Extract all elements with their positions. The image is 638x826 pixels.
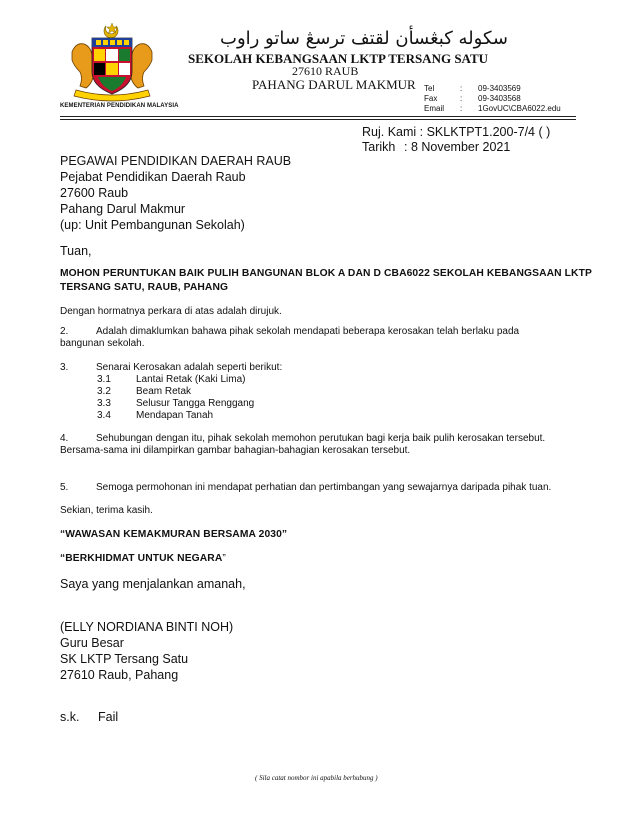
damage-item-text: Selusur Tangga Renggang (136, 398, 255, 409)
date-label: Tarikh (362, 140, 396, 154)
paragraph-number: 2. (60, 326, 69, 337)
header-divider (60, 119, 576, 120)
letter-date (362, 140, 510, 154)
contact-label: Email (424, 104, 445, 113)
contact-separator: : (460, 94, 463, 103)
damage-item-number: 3.2 (97, 386, 111, 397)
signatory-line: Guru Besar (60, 636, 124, 650)
paragraph-number: 5. (60, 482, 69, 493)
school-postcode-town: 27610 RAUB (292, 64, 359, 78)
damage-item-number: 3.4 (97, 410, 111, 421)
closing-line: Sekian, terima kasih. (60, 505, 153, 516)
subject-line: MOHON PERUNTUKAN BAIK PULIH BANGUNAN BLOK A DAN D CBA6022 SEKOLAH KEBANGSAAN LKTP (60, 268, 592, 279)
contact-email (424, 104, 561, 113)
contact-separator: : (460, 104, 463, 113)
recipient-line: (up: Unit Pembangunan Sekolah) (60, 218, 245, 232)
paragraph-text: Sehubungan dengan itu, pihak sekolah memohon perutukan bagi kerja baik pulih kerosakan tersebut. (96, 433, 546, 444)
copy-to-label: s.k. (60, 710, 80, 724)
ministry-caption: KEMENTERIAN PENDIDIKAN MALAYSIA (60, 103, 179, 109)
contact-label: Fax (424, 94, 438, 103)
signatory-line: SK LKTP Tersang Satu (60, 652, 189, 666)
motto-berkhidmat (60, 553, 226, 564)
damage-item-text: Lantai Retak (Kaki Lima) (136, 374, 246, 385)
paragraph-2 (60, 326, 519, 337)
contact-label: Tel (424, 84, 435, 93)
damage-item-text: Beam Retak (136, 386, 192, 397)
damage-item-number: 3.3 (97, 398, 111, 409)
contact-phone (424, 84, 521, 93)
paragraph-4 (60, 433, 545, 444)
malaysia-coat-of-arms-logo (66, 22, 158, 102)
paragraph-text: Adalah dimaklumkan bahawa pihak sekolah mendapati beberapa kerosakan telah berlaku pada (96, 326, 520, 337)
motto-wawasan: “WAWASAN KEMAKMURAN BERSAMA 2030” (60, 529, 288, 540)
recipient-line: Pahang Darul Makmur (60, 202, 186, 216)
contact-value: 1GovUC\CBA6022.edu (478, 104, 561, 113)
header-divider (60, 116, 576, 117)
recipient-line: Pejabat Pendidikan Daerah Raub (60, 170, 246, 184)
footer-note: ( Sila catat nombor ini apabila berhubung ) (255, 774, 378, 782)
school-name-jawi: سكوله كبڠسأن لقتف ترسڠ ساتو راوب (220, 28, 508, 49)
contact-fax (424, 94, 521, 103)
school-state: PAHANG DARUL MAKMUR (252, 77, 416, 92)
paragraph-number: 4. (60, 433, 69, 444)
copy-to (60, 710, 118, 724)
recipient-line: 27600 Raub (60, 186, 129, 200)
subject-line: TERSANG SATU, RAUB, PAHANG (60, 282, 229, 293)
damage-item-number: 3.1 (97, 374, 111, 385)
copy-to-value: Fail (98, 710, 119, 724)
contact-value: 09-3403568 (478, 94, 521, 103)
salutation: Tuan, (60, 244, 92, 258)
paragraph-3 (60, 362, 282, 373)
amanah-line: Saya yang menjalankan amanah, (60, 577, 246, 591)
paragraph-4-cont: Bersama-sama ini dilampirkan gambar bahagian-bahagian kerosakan tersebut. (60, 445, 411, 456)
motto-close-quote: ” (222, 553, 226, 564)
paragraph-text: Semoga permohonan ini mendapat perhatian dan pertimbangan yang sewajarnya daripada pihak tuan. (96, 482, 552, 493)
opening-paragraph: Dengan hormatnya perkara di atas adalah dirujuk. (60, 306, 282, 317)
damage-item-text: Mendapan Tanah (136, 410, 214, 421)
paragraph-2-cont: bangunan sekolah. (60, 338, 145, 349)
signatory-line: 27610 Raub, Pahang (60, 668, 179, 682)
school-name: SEKOLAH KEBANGSAAN LKTP TERSANG SATU (188, 51, 489, 66)
contact-value: 09-3403569 (478, 84, 521, 93)
paragraph-text: Senarai Kerosakan adalah seperti berikut: (96, 362, 283, 373)
paragraph-number: 3. (60, 362, 69, 373)
paragraph-5 (60, 482, 551, 493)
recipient-line: PEGAWAI PENDIDIKAN DAERAH RAUB (60, 154, 292, 168)
reference-number: Ruj. Kami : SKLKTPT1.200-7/4 ( ) (362, 125, 551, 139)
contact-separator: : (460, 84, 463, 93)
signatory-name: (ELLY NORDIANA BINTI NOH) (60, 620, 234, 634)
date-value: : 8 November 2021 (404, 140, 511, 154)
motto-text: “BERKHIDMAT UNTUK NEGARA (60, 553, 223, 564)
